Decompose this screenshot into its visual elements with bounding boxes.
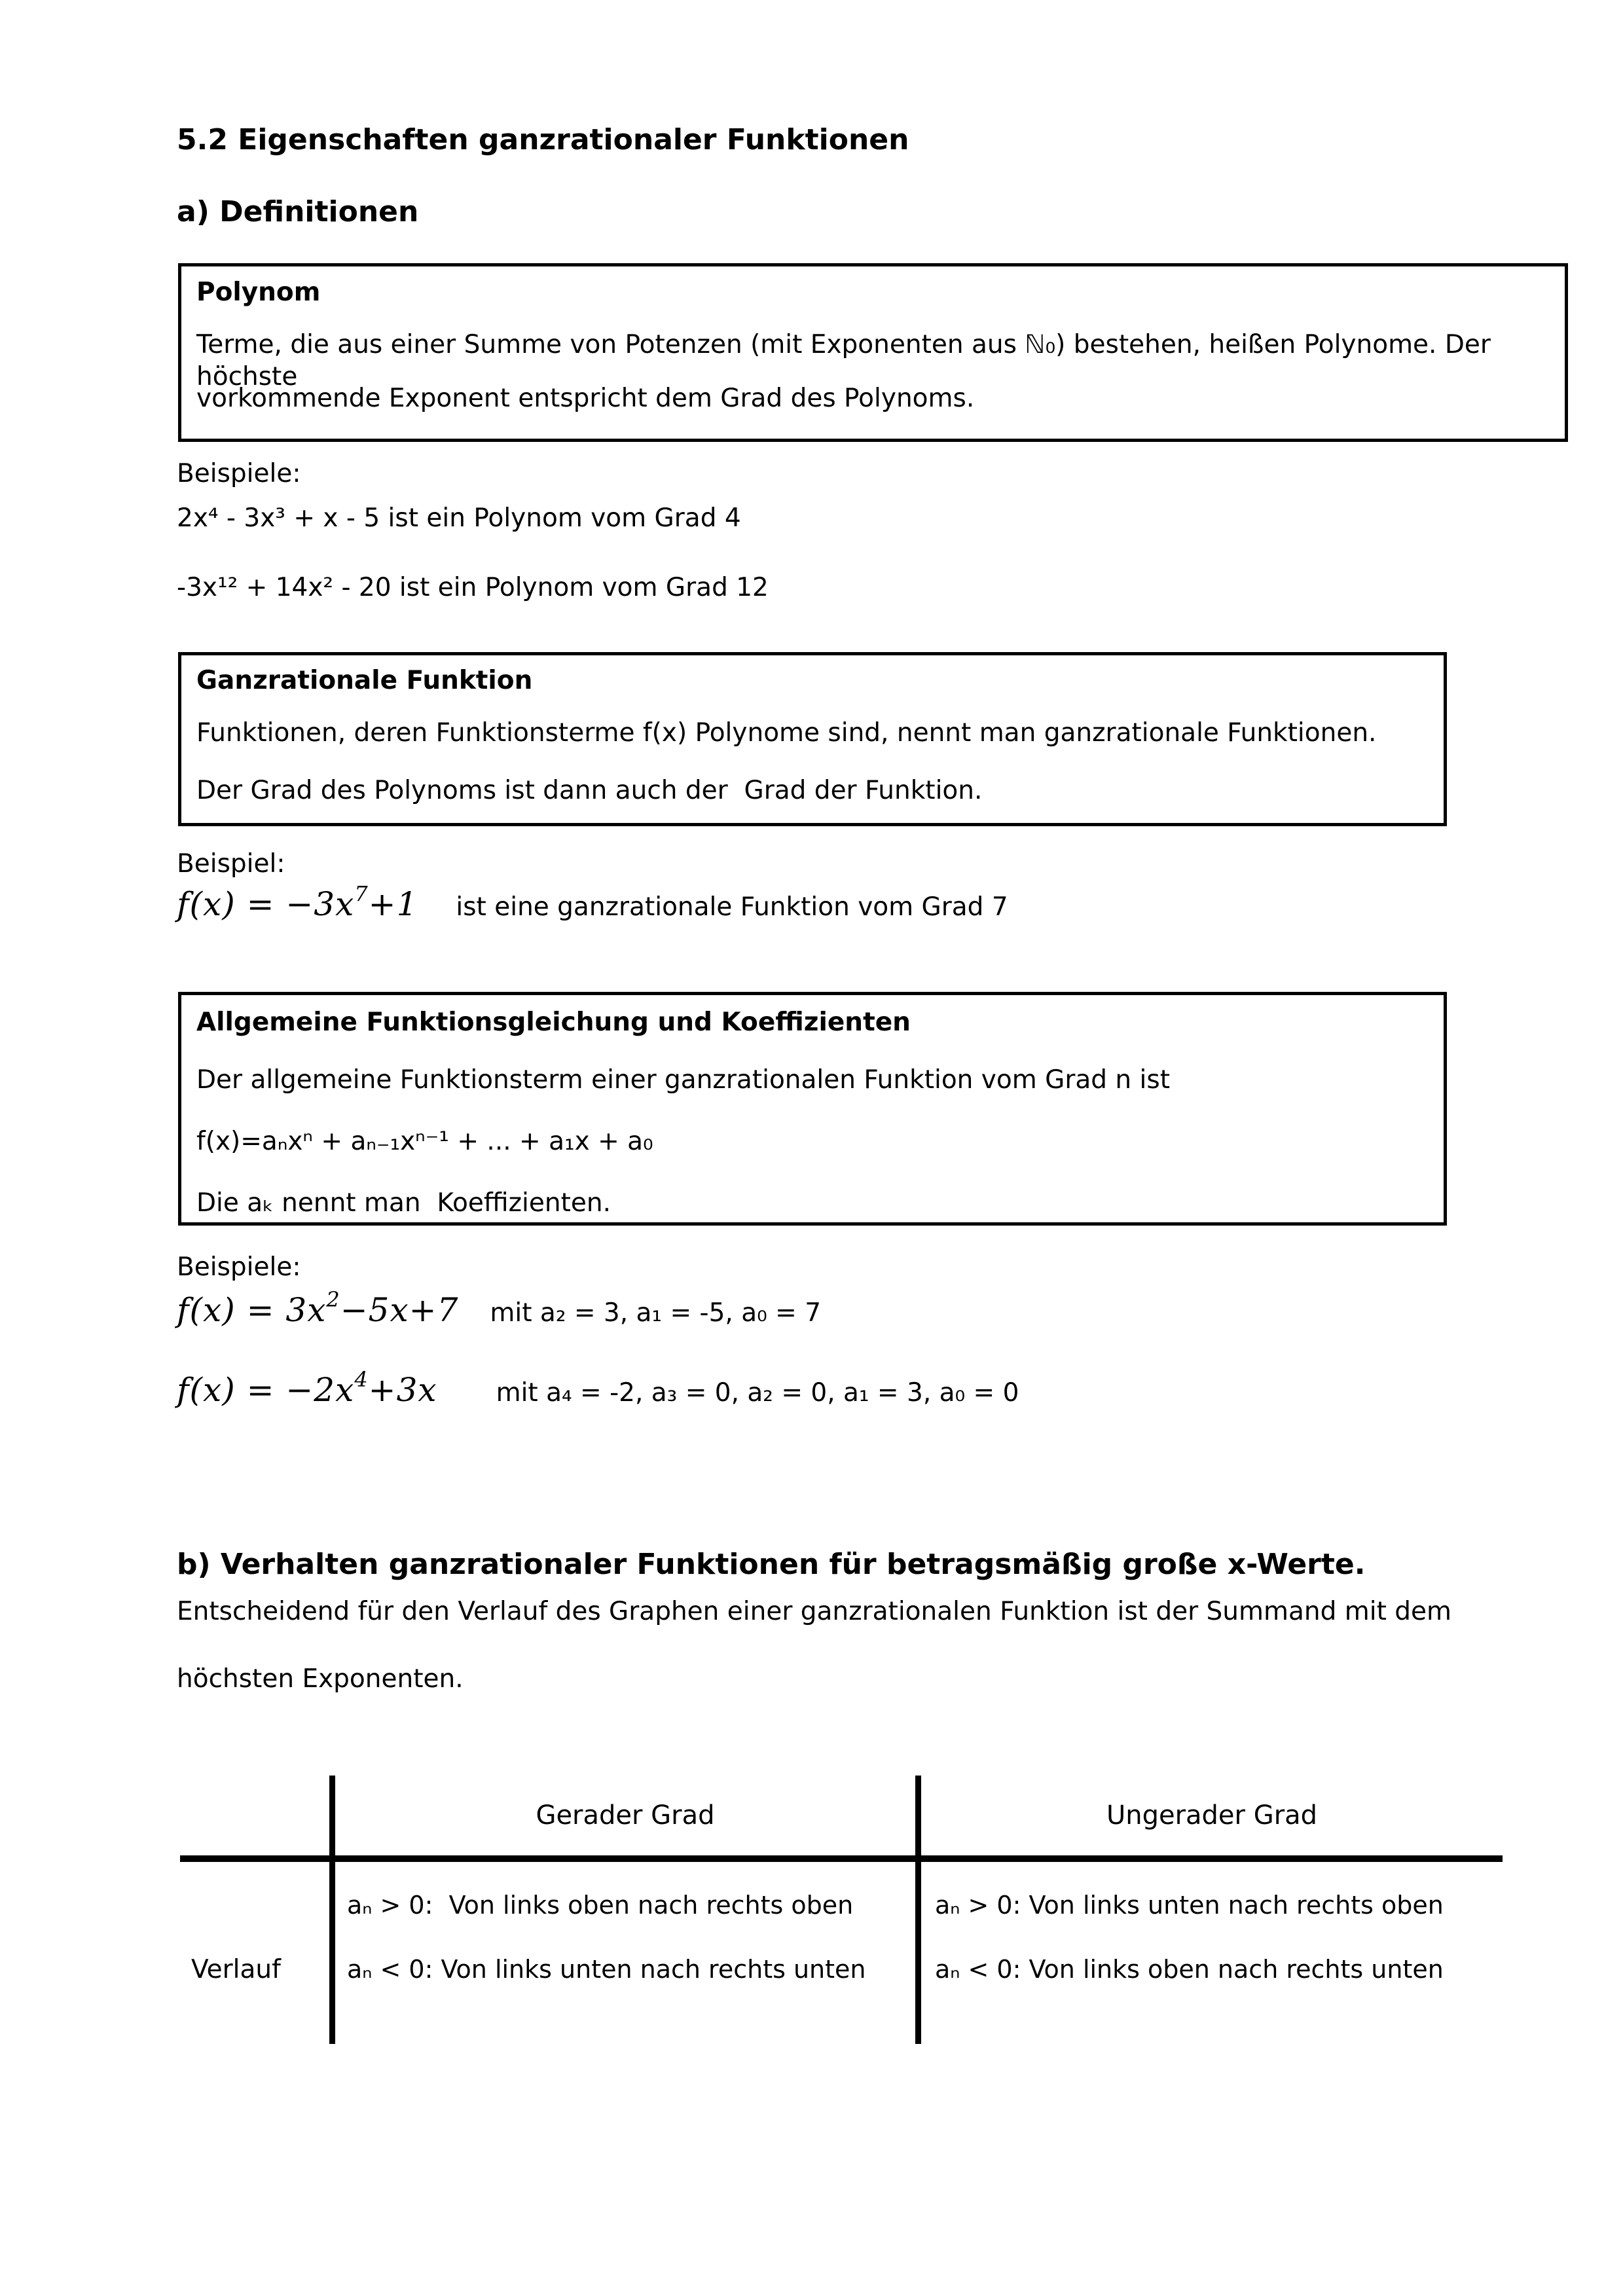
section-b-text-line1: Entscheidend für den Verlauf des Graphen einer ganzrationalen Funktion ist der Summand mit dem — [177, 1597, 1452, 1626]
table-header-rule — [180, 1855, 1503, 1862]
table-cell-ungerade-negative: aₙ < 0: Von links oben nach rechts unten — [935, 1955, 1444, 1984]
example-grad7-label: Beispiel: — [177, 849, 285, 879]
table-cell-gerade-negative: aₙ < 0: Von links unten nach rechts unten — [347, 1955, 866, 1984]
ganzrationale-box-heading: Ganzrationale Funktion — [196, 666, 533, 695]
definition-box-ganzrationale-funktion — [178, 652, 1447, 826]
polynom-box-text-line2: vorkommende Exponent entspricht dem Grad des Polynoms. — [196, 384, 975, 413]
examples-polynom-line2: -3x¹² + 14x² - 20 ist ein Polynom vom Grad 12 — [177, 573, 769, 602]
formula-quartic: $f(x) = -2x^4+3x$ — [177, 1366, 437, 1409]
table-cell-ungerade-positive: aₙ > 0: Von links unten nach rechts oben — [935, 1891, 1444, 1920]
formula-quartic-exponent: 4 — [354, 1366, 369, 1392]
examples-polynom-label: Beispiele: — [177, 459, 301, 488]
section-a-heading: a) Definitionen — [177, 195, 419, 228]
formula-quadratic: $f(x) = 3x^2-5x+7$ — [177, 1286, 459, 1329]
formula-grad7-exponent: 7 — [354, 881, 369, 906]
table-col-header-gerader-grad: Gerader Grad — [536, 1800, 715, 1831]
table-col-header-ungerader-grad: Ungerader Grad — [1106, 1800, 1318, 1831]
page-title: 5.2 Eigenschaften ganzrationaler Funktionen — [177, 123, 909, 156]
examples-koeff-text2: mit a₄ = -2, a₃ = 0, a₂ = 0, a₁ = 3, a₀ = 0 — [496, 1378, 1019, 1408]
example-grad7-text: ist eine ganzrationale Funktion vom Grad 7 — [456, 892, 1008, 922]
examples-koeff-label: Beispiele: — [177, 1252, 301, 1282]
allgemein-box-text-line2: Die aₖ nennt man Koeffizienten. — [196, 1188, 611, 1218]
table-cell-gerade-positive: aₙ > 0: Von links oben nach rechts oben — [347, 1891, 854, 1920]
examples-koeff-text1: mit a₂ = 3, a₁ = -5, a₀ = 7 — [490, 1298, 822, 1328]
formula-quadratic-exponent: 2 — [326, 1286, 340, 1312]
formula-grad7: $f(x) = -3x^7+1$ — [177, 881, 418, 923]
ganzrationale-box-text-line2: Der Grad des Polynoms ist dann auch der Grad der Funktion. — [196, 776, 983, 805]
polynom-box-text-line1: Terme, die aus einer Summe von Potenzen (mit Exponenten aus ℕ₀) bestehen, heißen Polynome. Der höchste — [196, 330, 1499, 392]
allgemein-box-formula: f(x)=aₙxⁿ + aₙ₋₁xⁿ⁻¹ + ... + a₁x + a₀ — [196, 1127, 653, 1156]
examples-koeff-row1 — [177, 1286, 822, 1329]
table-row-label-verlauf: Verlauf — [191, 1955, 281, 1984]
section-b-text-line2: höchsten Exponenten. — [177, 1664, 464, 1694]
ganzrationale-box-text-line1: Funktionen, deren Funktionsterme f(x) Polynome sind, nennt man ganzrationale Funktionen. — [196, 718, 1377, 748]
allgemein-box-text-line1: Der allgemeine Funktionsterm einer ganzrationalen Funktion vom Grad n ist — [196, 1065, 1170, 1095]
polynom-box-heading: Polynom — [196, 278, 321, 307]
definition-box-polynom — [178, 263, 1568, 442]
examples-polynom-line1: 2x⁴ - 3x³ + x - 5 ist ein Polynom vom Grad 4 — [177, 503, 741, 533]
examples-koeff-row2 — [177, 1366, 1019, 1409]
example-grad7-row — [177, 881, 1008, 923]
definition-box-allgemeine-funktionsgleichung — [178, 992, 1447, 1226]
section-b-heading: b) Verhalten ganzrationaler Funktionen für betragsmäßig große x-Werte. — [177, 1548, 1366, 1581]
table-vertical-divider-left — [329, 1776, 335, 2044]
table-vertical-divider-right — [915, 1776, 921, 2044]
allgemein-box-heading: Allgemeine Funktionsgleichung und Koeffizienten — [196, 1008, 911, 1037]
